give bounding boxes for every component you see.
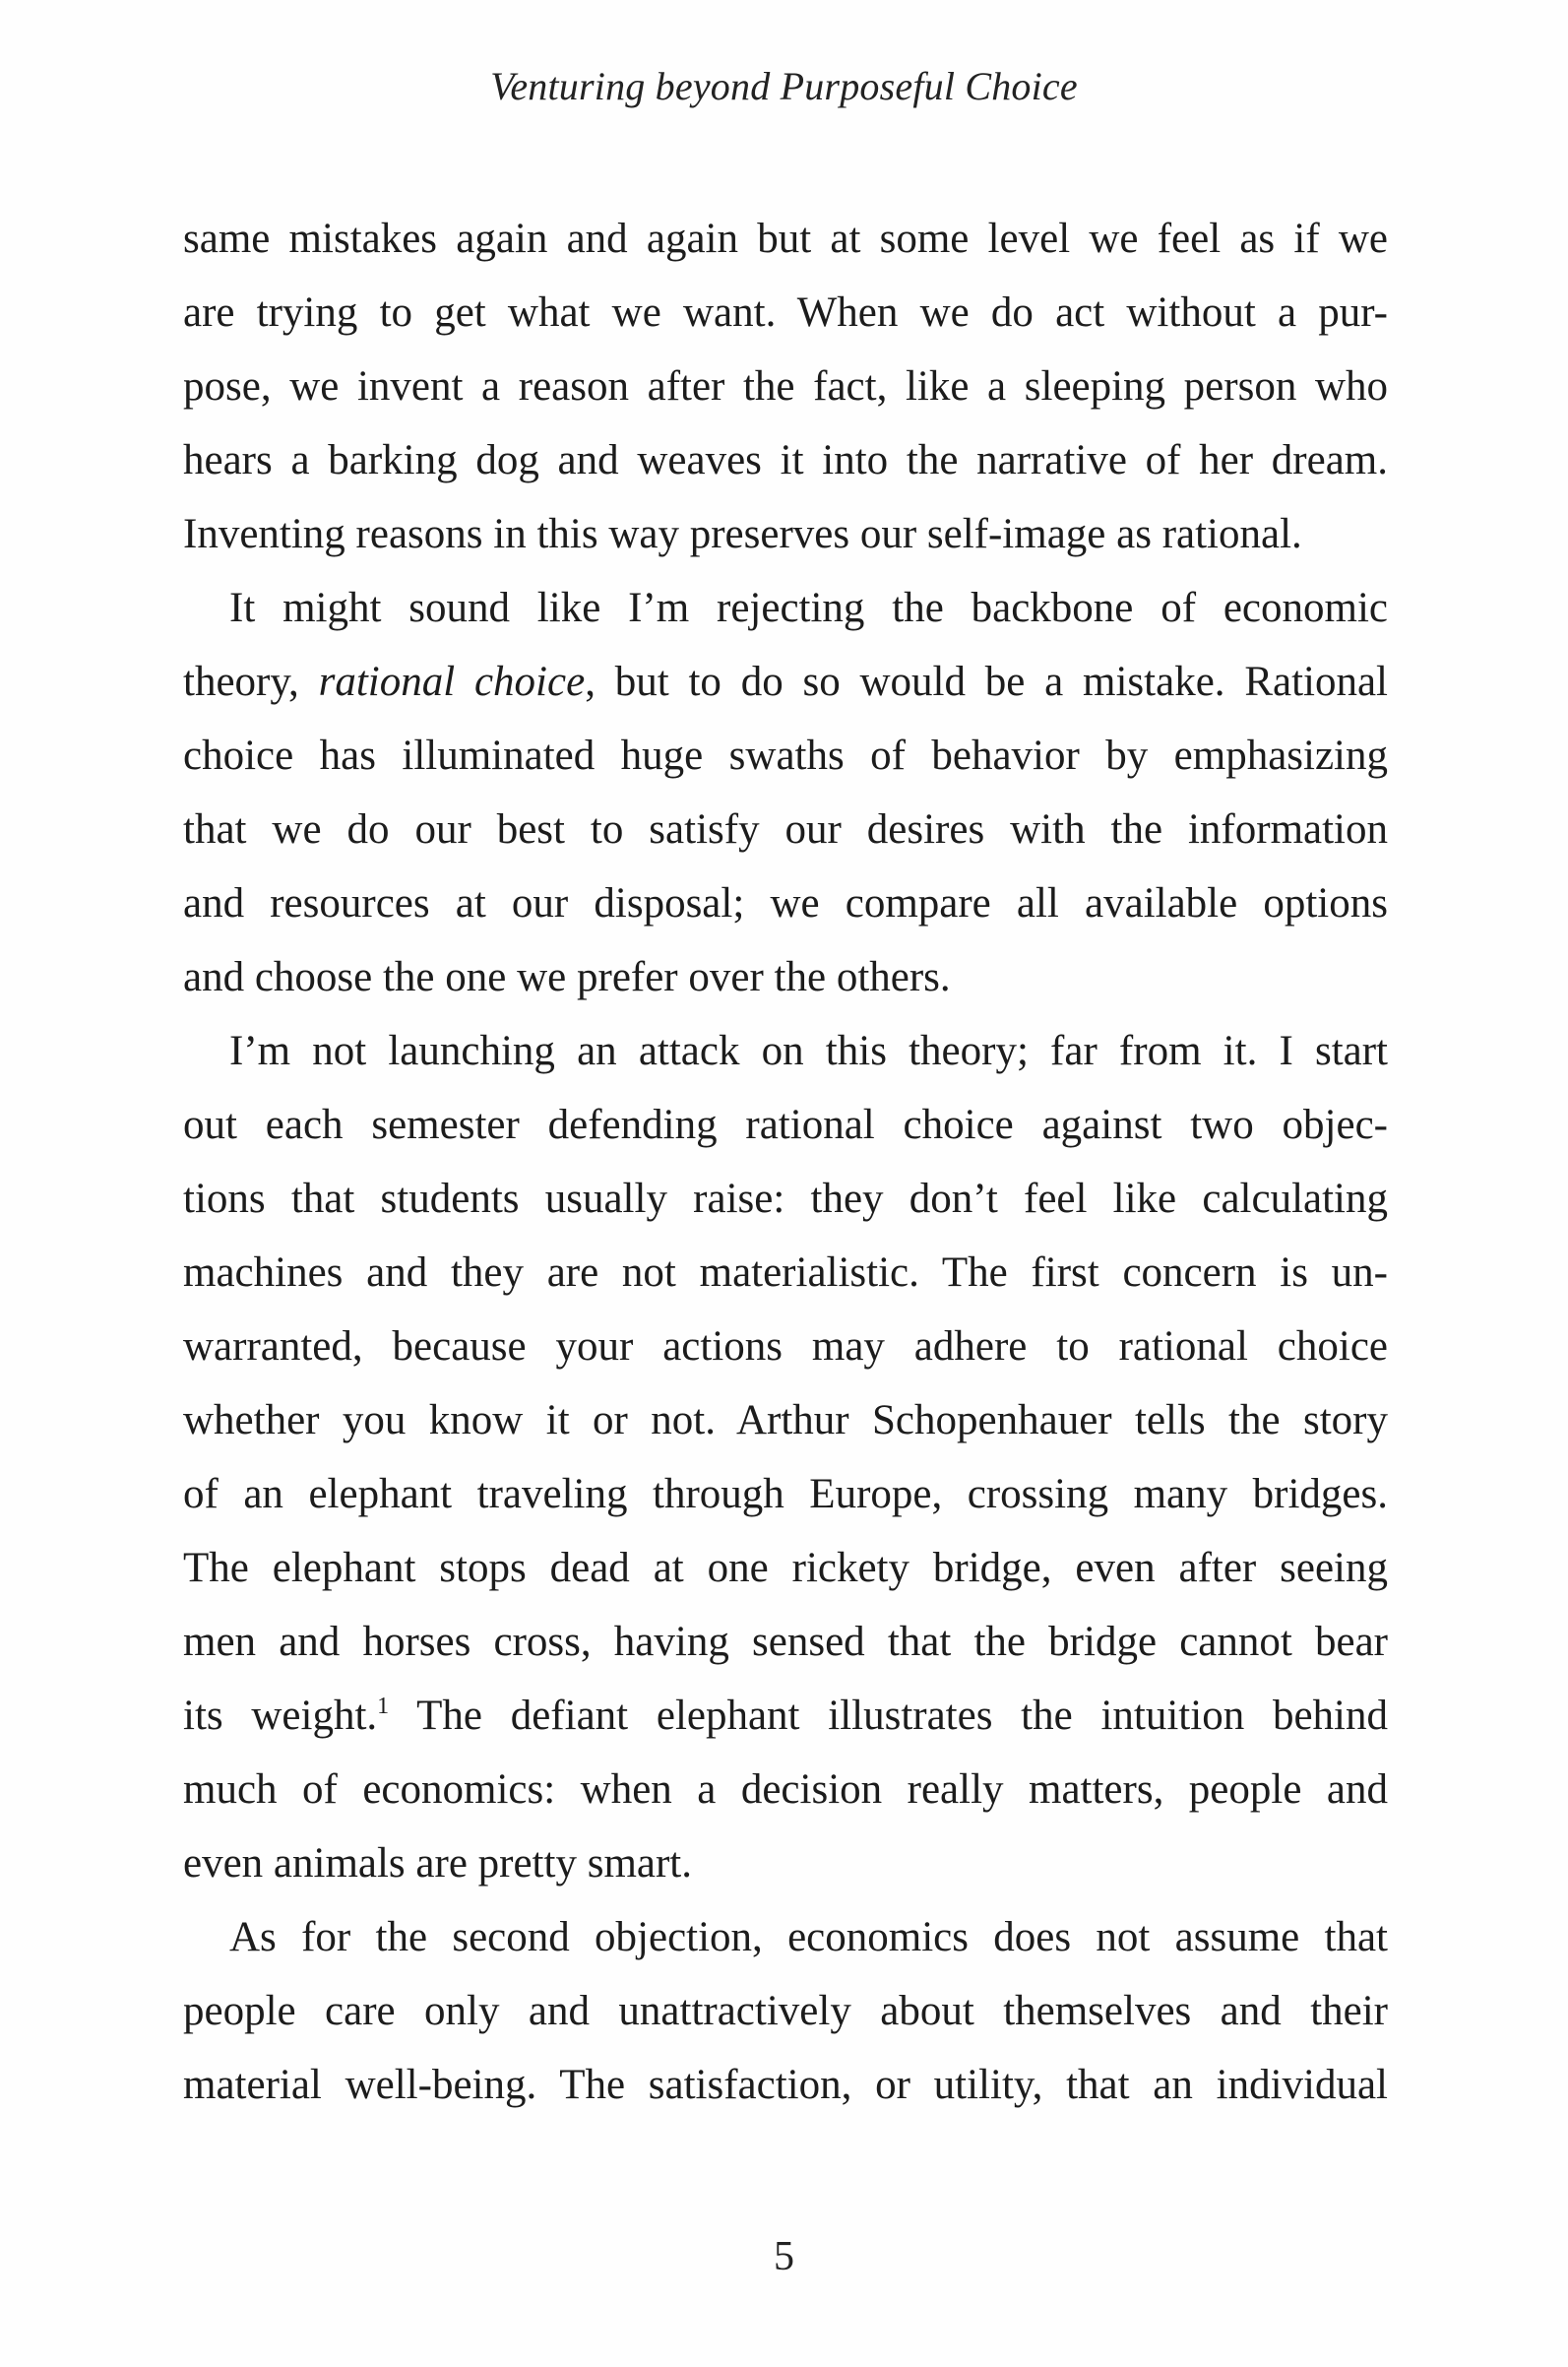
text-line: pose, we invent a reason after the fact, like a sleeping person who xyxy=(183,363,1388,410)
text-line: and choose the one we prefer over the others. xyxy=(183,954,951,1000)
text-line: material well-being. The satisfaction, or utility, that an individual xyxy=(183,2062,1388,2108)
text-line: machines and they are not materialistic. The first concern is un- xyxy=(183,1249,1388,1296)
text-line: warranted, because your actions may adhere to rational choice xyxy=(183,1323,1388,1370)
text-line: As for the second objection, economics does not assume that xyxy=(229,1914,1388,1960)
page-number: 5 xyxy=(774,2234,794,2279)
text-line: hears a barking dog and weaves it into the narrative of her dream. xyxy=(183,437,1388,483)
text-line: out each semester defending rational choice against two objec- xyxy=(183,1102,1388,1148)
running-head: Venturing beyond Purposeful Choice xyxy=(490,64,1078,108)
text-line: tions that students usually raise: they don’t feel like calculating xyxy=(183,1176,1388,1222)
footnote-reference: 1 xyxy=(377,1694,390,1719)
text-line: same mistakes again and again but at some level we feel as if we xyxy=(183,216,1388,262)
text-line: choice has illuminated huge swaths of behavior by emphasizing xyxy=(183,733,1388,779)
text-line: whether you know it or not. Arthur Schopenhauer tells the story xyxy=(183,1397,1388,1443)
text-line: much of economics: when a decision really matters, people and xyxy=(183,1766,1388,1813)
text-line: people care only and unattractively about themselves and their xyxy=(183,1988,1388,2034)
text-line: of an elephant traveling through Europe, crossing many bridges. xyxy=(183,1471,1388,1517)
text-line: even animals are pretty smart. xyxy=(183,1840,692,1887)
text-line: are trying to get what we want. When we do act without a pur- xyxy=(183,289,1388,336)
text-line: The elephant stops dead at one rickety bridge, even after seeing xyxy=(183,1545,1388,1591)
text-line: I’m not launching an attack on this theory; far from it. I start xyxy=(229,1028,1388,1074)
emphasized-term: rational choice xyxy=(318,659,586,705)
text-line: and resources at our disposal; we compare all available options xyxy=(183,880,1388,927)
text-line: Inventing reasons in this way preserves our self-image as rational. xyxy=(183,511,1302,557)
text-line xyxy=(183,645,1388,719)
text-run: theory, xyxy=(183,659,319,705)
text-line: men and horses cross, having sensed that the bridge cannot bear xyxy=(183,1619,1388,1665)
body-text xyxy=(183,202,1388,2122)
text-line: that we do our best to satisfy our desires with the information xyxy=(183,806,1388,853)
text-run: , but to do so would be a mistake. Rational xyxy=(585,659,1389,705)
text-line xyxy=(183,1679,1388,1753)
text-line: It might sound like I’m rejecting the backbone of economic xyxy=(229,585,1388,631)
text-run: its weight. xyxy=(183,1693,378,1739)
text-run: The defiant elephant illustrates the intuition behind xyxy=(389,1693,1388,1739)
